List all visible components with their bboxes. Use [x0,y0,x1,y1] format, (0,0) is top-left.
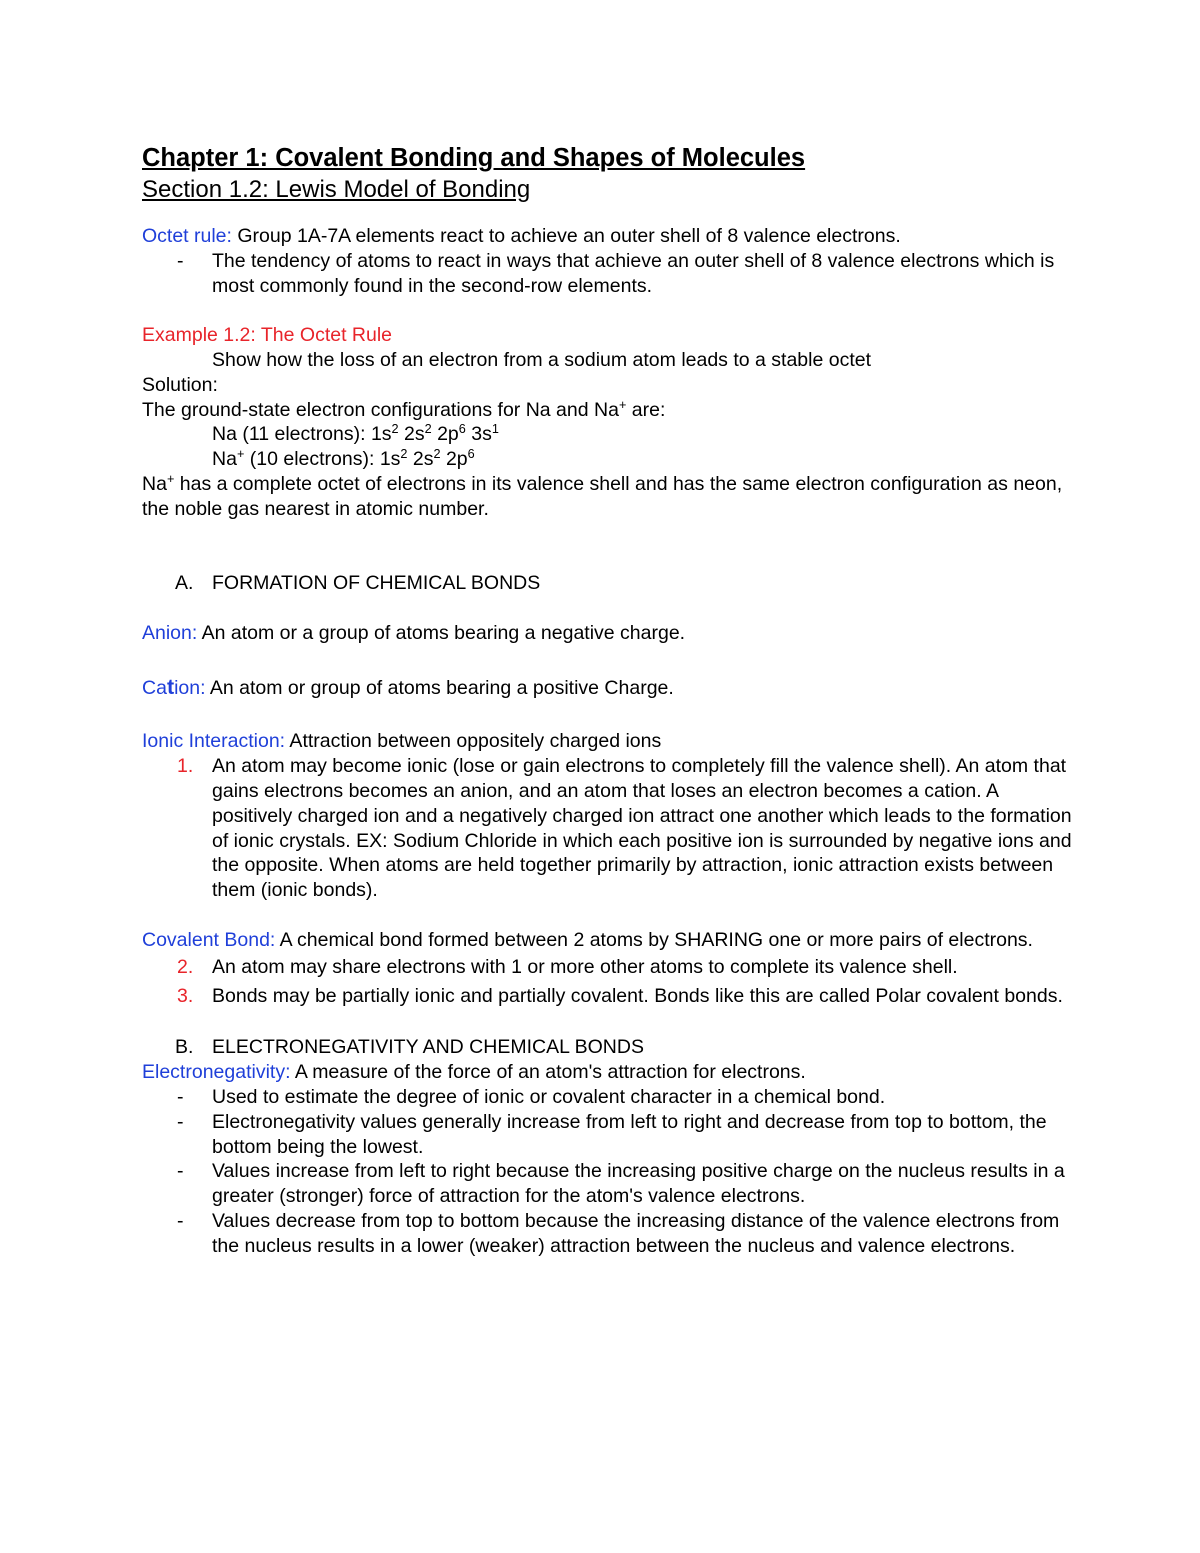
bullet-dash: - [177,1085,184,1108]
bullet-dash: - [177,1209,184,1232]
chapter-title: Chapter 1: Covalent Bonding and Shapes of Molecules [142,144,806,172]
section-a-text: FORMATION OF CHEMICAL BONDS [212,572,541,595]
section-a-heading [142,571,1072,596]
na-configuration: Na (11 electrons): $1s^2$ $2s^2$ $2p^6$ $3s^1$ [212,422,499,446]
list-item [142,1159,1072,1209]
octet-rule-bullet-text: The tendency of atoms to react in ways that achieve an outer shell of 8 valence electrons which is most commonly found in the second-row elements. [212,249,1055,297]
electronegativity-definition: Electronegativity: A measure of the force of an atom's attraction for electrons. [142,1061,806,1084]
list-item-text: An atom may share electrons with 1 or more other atoms to complete its valence shell. [212,955,958,978]
list-item [142,1085,1072,1110]
octet-rule-bullet [142,249,1072,299]
list-number: 2. [177,955,194,978]
example-heading: Example 1.2: The Octet Rule [142,324,393,347]
ionic-interaction-term: Ionic Interaction: [142,730,286,753]
list-item-text: An atom may become ionic (lose or gain electrons to completely fill the valence shell). An atom that gains electrons becomes an anion, and an atom that loses an electron becomes a cation. A positively charged ion and a negatively charged ion attract one another which leads to the formation of ionic crystals. EX: Sodium Chloride in which each positive ion is surrounded by negative ions and the opposite. When atoms are held together primarily by attraction, ionic attraction exists between them (ionic bonds). [212,755,1072,902]
list-item-text: Values increase from left to right because the increasing positive charge on the nucleus results in a greater (stronger) force of attraction for the atom's valence electrons. [212,1160,1065,1208]
list-item [142,754,1072,903]
bullet-dash: - [177,249,184,272]
list-item-text: Values decrease from top to bottom because the increasing distance of the valence electrons from the nucleus results in a lower (weaker) attraction between the nucleus and valence electrons. [212,1209,1060,1257]
cation-definition: Cation: An atom or group of atoms bearing a positive Charge. [142,674,674,699]
anion-term: Anion: [142,621,198,644]
octet-rule-definition [142,224,1072,249]
na-plus-configuration: Na+ (10 electrons): $1s^2$ $2s^2$ $2p^6$ [212,447,475,471]
section-b-marker: B. [175,1036,194,1059]
example-conclusion: Na+ has a complete octet of electrons in its valence shell and has the same electron configuration as neon, the noble gas nearest in atomic number. [142,472,1063,520]
ionic-interaction-definition: Ionic Interaction: Attraction between oppositely charged ions [142,730,662,753]
section-b-heading [142,1035,1072,1060]
anion-definition: Anion: An atom or a group of atoms bearing a negative charge. [142,621,686,644]
covalent-bond-definition: Covalent Bond: A chemical bond formed between 2 atoms by SHARING one or more pairs of electrons. [142,928,1033,951]
bullet-dash: - [177,1110,184,1133]
list-item [142,1209,1072,1259]
bullet-dash: - [177,1160,184,1183]
list-number: 1. [177,755,194,778]
electronegativity-term: Electronegativity: [142,1061,291,1084]
document-page [142,142,1072,1258]
section-a-marker: A. [175,572,194,595]
list-item [142,953,1072,982]
solution-intro: The ground-state electron configurations for Na and Na+ are: [142,397,666,421]
octet-rule-text: Group 1A-7A elements react to achieve an outer shell of 8 valence electrons. [231,225,901,247]
section-b-text: ELECTRONEGATIVITY AND CHEMICAL BONDS [212,1036,644,1059]
list-item [142,1110,1072,1160]
list-item-text: Bonds may be partially ionic and partially covalent. Bonds like this are called Polar covalent bonds. [212,984,1063,1007]
list-item-text: Used to estimate the degree of ionic or covalent character in a chemical bond. [212,1085,886,1108]
section-title: Section 1.2: Lewis Model of Bonding [142,176,531,203]
example-prompt: Show how the loss of an electron from a sodium atom leads to a stable octet [212,348,872,371]
octet-rule-term: Octet rule: [142,225,232,247]
solution-label: Solution: [142,373,218,396]
list-item-text: Electronegativity values generally increase from left to right and decrease from top to bottom, the bottom being the lowest. [212,1110,1047,1158]
list-number: 3. [177,984,194,1007]
list-item [142,982,1072,1011]
covalent-bond-term: Covalent Bond: [142,928,276,951]
cation-term: Cation: [142,674,206,699]
